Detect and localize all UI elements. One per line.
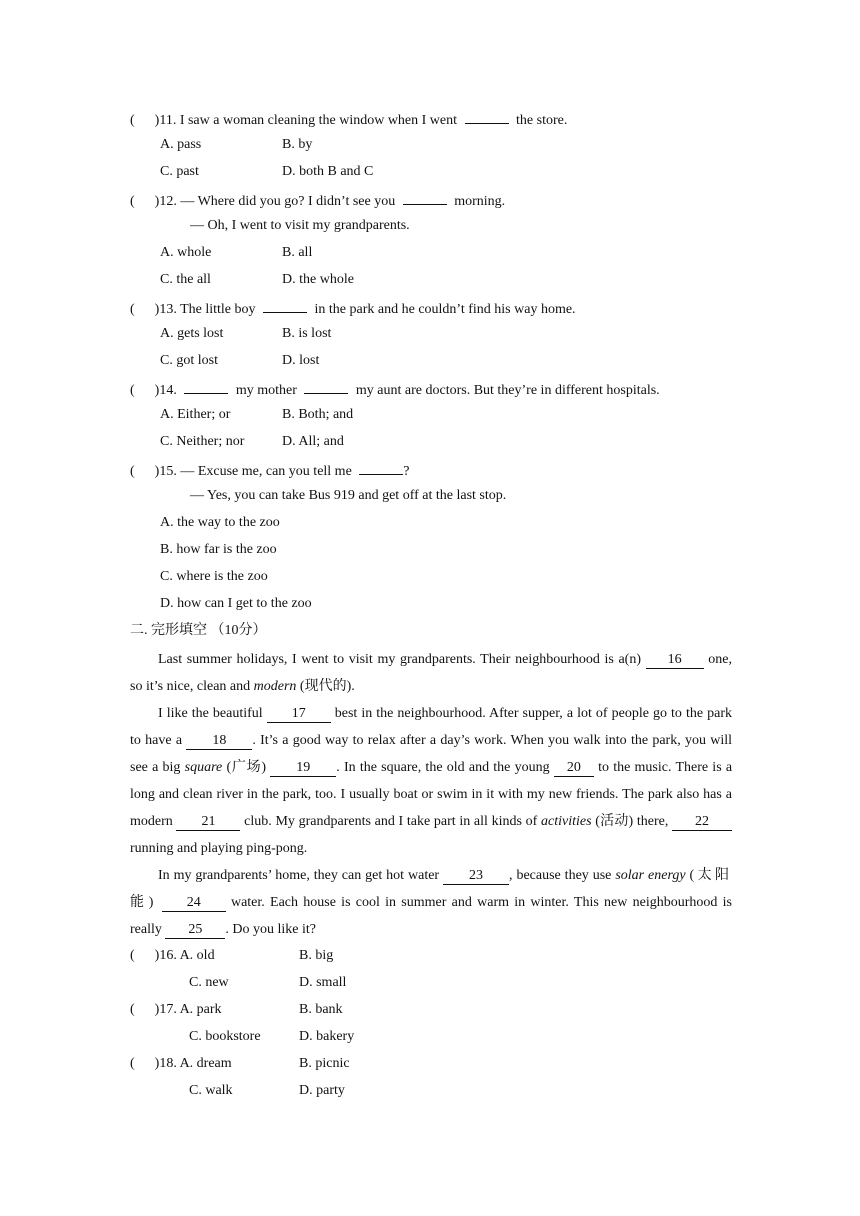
answer-paren-open: (: [130, 113, 135, 128]
answer-blank: [304, 379, 348, 394]
cloze-blank: 22: [672, 814, 732, 831]
option-b: B. big: [299, 948, 334, 963]
option-d: D. both B and C: [282, 164, 374, 179]
cloze-blank: 16: [646, 652, 704, 669]
passage-paragraph-1: Last summer holidays, I went to visit my grandparents. Their neighbourhood is a(n) 16 one, so it’s nice, clean and modern (现代的).: [130, 652, 733, 694]
option-d: D. bakery: [299, 1029, 355, 1044]
answer-blank: [403, 190, 447, 205]
option-d: D. the whole: [282, 272, 354, 287]
option-a: A. Either; or: [160, 407, 231, 422]
option-a: 16. A. old: [159, 948, 215, 963]
passage-paragraph-3: In my grandparents’ home, they can get hot water 23 , because they use solar energy (太阳能) 24 water. Each house is cool in summer and warm in winter. This new neighbourhood is really 25 . Do you like it?: [130, 868, 733, 937]
question-16: ( )16. A. old: [130, 948, 215, 963]
cloze-blank: 25: [165, 922, 225, 939]
option-c: C. the all: [160, 272, 211, 287]
question-11: ( )11. I saw a woman cleaning the window when I went the store.: [130, 109, 567, 130]
answer-paren-open: (: [130, 1002, 135, 1017]
passage-paragraph-2: I like the beautiful 17 best in the neighbourhood. After supper, a lot of people go to the park to have a 18 . It’s a good way to relax after a day’s work. When you walk into the park, you will see a big square (广场) 19 . In the square, the old and the young 20 to the music. There is a long and clean river in the park, too. I usually boat or swim in it with my new friends. The park also has a modern 21 club. My grandparents and I take part in all kinds of activities (活动) there, 22 running and playing ping-pong.: [130, 706, 733, 856]
option-c: C. Neither; nor: [160, 434, 245, 449]
option-c: C. past: [160, 164, 199, 179]
cloze-blank: 17: [267, 706, 331, 723]
answer-paren-open: (: [130, 948, 135, 963]
question-15: ( )15. — Excuse me, can you tell me ?: [130, 460, 410, 481]
option-a: A. the way to the zoo: [160, 515, 280, 530]
question-stem: 15. — Excuse me, can you tell me: [159, 464, 352, 479]
option-c: C. got lost: [160, 353, 218, 368]
question-18: ( )18. A. dream: [130, 1056, 232, 1071]
option-b: B. bank: [299, 1002, 343, 1017]
question-14: ( )14. my mother my aunt are doctors. But they’re in different hospitals.: [130, 379, 660, 400]
option-b: B. by: [282, 137, 313, 152]
answer-paren-open: (: [130, 383, 135, 398]
option-a: A. pass: [160, 137, 202, 152]
option-d: D. small: [299, 975, 347, 990]
option-d: D. All; and: [282, 434, 344, 449]
option-c: C. new: [189, 975, 229, 990]
option-c: C. bookstore: [189, 1029, 261, 1044]
cloze-blank: 21: [176, 814, 240, 831]
dialogue-reply: — Oh, I went to visit my grandparents.: [190, 218, 410, 233]
option-d: D. lost: [282, 353, 320, 368]
question-13: ( )13. The little boy in the park and he couldn’t find his way home.: [130, 298, 576, 319]
option-b: B. is lost: [282, 326, 332, 341]
question-stem: 14.: [159, 383, 177, 398]
question-17: ( )17. A. park: [130, 1002, 222, 1017]
question-stem: 13. The little boy: [159, 302, 256, 317]
option-a: 18. A. dream: [159, 1056, 232, 1071]
answer-blank: [263, 298, 307, 313]
section-heading: 二. 完形填空 （10分）: [130, 623, 267, 638]
answer-blank: [184, 379, 228, 394]
cloze-blank: 18: [186, 733, 252, 750]
answer-blank: [465, 109, 509, 124]
answer-paren-open: (: [130, 194, 135, 209]
option-a: A. gets lost: [160, 326, 224, 341]
option-a: 17. A. park: [159, 1002, 222, 1017]
cloze-blank: 23: [443, 868, 509, 885]
option-c: C. walk: [189, 1083, 233, 1098]
answer-blank: [359, 460, 403, 475]
option-b: B. all: [282, 245, 313, 260]
cloze-blank: 24: [162, 895, 226, 912]
option-a: A. whole: [160, 245, 212, 260]
dialogue-reply: — Yes, you can take Bus 919 and get off at the last stop.: [190, 488, 507, 503]
answer-paren-open: (: [130, 1056, 135, 1071]
question-stem: 11. I saw a woman cleaning the window when I went: [159, 113, 458, 128]
option-d: D. how can I get to the zoo: [160, 596, 312, 611]
answer-paren-open: (: [130, 302, 135, 317]
option-b: B. Both; and: [282, 407, 354, 422]
question-12: ( )12. — Where did you go? I didn’t see you morning.: [130, 190, 505, 211]
option-b: B. how far is the zoo: [160, 542, 277, 557]
cloze-blank: 20: [554, 760, 594, 777]
option-d: D. party: [299, 1083, 345, 1098]
answer-paren-open: (: [130, 464, 135, 479]
option-c: C. where is the zoo: [160, 569, 268, 584]
question-stem: 12. — Where did you go? I didn’t see you: [159, 194, 396, 209]
cloze-blank: 19: [270, 760, 336, 777]
option-b: B. picnic: [299, 1056, 350, 1071]
